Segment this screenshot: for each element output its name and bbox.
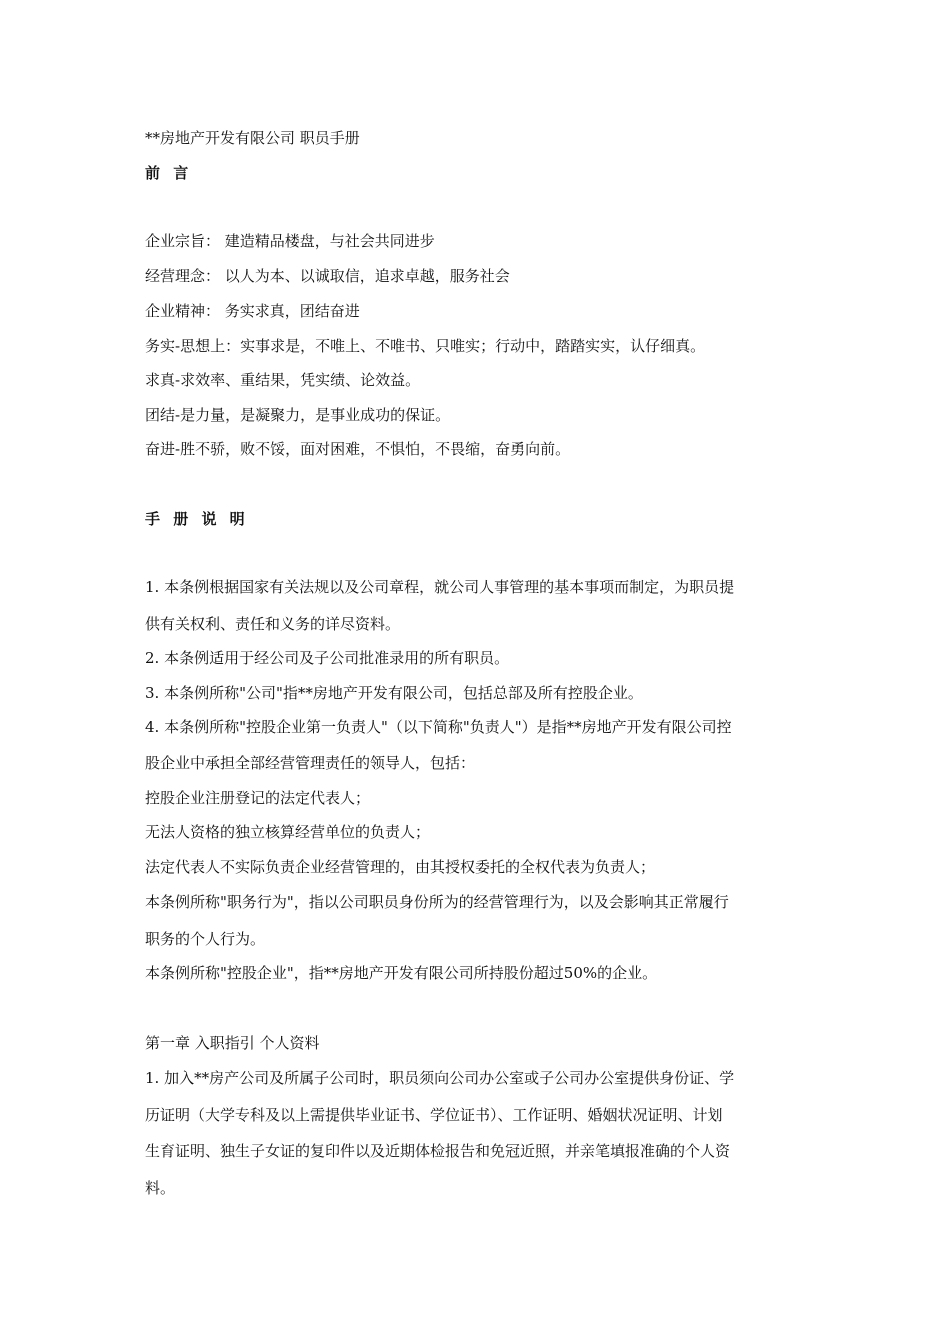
manual-line: 1. 本条例根据国家有关法规以及公司章程，就公司人事管理的基本事项而制定，为职员提 bbox=[145, 578, 735, 596]
chapter-line: 生育证明、独生子女证的复印件以及近期体检报告和免冠近照，并亲笔填报准确的个人资 bbox=[145, 1142, 731, 1160]
manual-line: 2. 本条例适用于经公司及子公司批准录用的所有职员。 bbox=[145, 649, 510, 667]
manual-line: 本条例所称"职务行为"，指以公司职员身份所为的经营管理行为，以及会影响其正常履行 bbox=[145, 893, 729, 911]
manual-line: 无法人资格的独立核算经营单位的负责人； bbox=[145, 823, 431, 841]
spirit-explain-4: 奋进-胜不骄，败不馁，面对困难，不惧怕，不畏缩，奋勇向前。 bbox=[145, 440, 571, 458]
spirit-explain-3: 团结-是力量，是凝聚力，是事业成功的保证。 bbox=[145, 406, 451, 424]
manual-line: 3. 本条例所称"公司"指**房地产开发有限公司，包括总部及所有控股企业。 bbox=[145, 684, 643, 702]
manual-line: 本条例所称"控股企业"，指**房地产开发有限公司所持股份超过50%的企业。 bbox=[145, 964, 658, 982]
chapter-heading: 第一章 入职指引 个人资料 bbox=[145, 1034, 320, 1052]
preface-heading: 前 言 bbox=[145, 164, 193, 182]
manual-line: 股企业中承担全部经营管理责任的领导人，包括： bbox=[145, 754, 476, 772]
chapter-line: 料。 bbox=[145, 1179, 176, 1197]
corporate-purpose: 企业宗旨： 建造精品楼盘，与社会共同进步 bbox=[145, 232, 435, 250]
spirit-explain-1: 务实-思想上：实事求是，不唯上、不唯书、只唯实；行动中，踏踏实实，认仔细真。 bbox=[145, 337, 706, 355]
corporate-spirit: 企业精神： 务实求真，团结奋进 bbox=[145, 302, 360, 320]
chapter-line: 1. 加入**房产公司及所属子公司时，职员须向公司办公室或子公司办公室提供身份证、学 bbox=[145, 1069, 735, 1087]
manual-line: 职务的个人行为。 bbox=[145, 930, 266, 948]
manual-line: 供有关权利、责任和义务的详尽资料。 bbox=[145, 615, 401, 633]
chapter-line: 历证明（大学专科及以上需提供毕业证书、学位证书）、工作证明、婚姻状况证明、计划 bbox=[145, 1106, 723, 1124]
manual-line: 控股企业注册登记的法定代表人； bbox=[145, 789, 371, 807]
manual-heading: 手 册 说 明 bbox=[145, 510, 249, 528]
manual-line: 4. 本条例所称"控股企业第一负责人"（以下简称"负责人"）是指**房地产开发有限公司控 bbox=[145, 718, 732, 736]
spirit-explain-2: 求真-求效率、重结果，凭实绩、论效益。 bbox=[145, 371, 421, 389]
manual-line: 法定代表人不实际负责企业经营管理的，由其授权委托的全权代表为负责人； bbox=[145, 858, 656, 876]
document-title: **房地产开发有限公司 职员手册 bbox=[145, 129, 360, 147]
business-philosophy: 经营理念： 以人为本、以诚取信，追求卓越，服务社会 bbox=[145, 267, 510, 285]
